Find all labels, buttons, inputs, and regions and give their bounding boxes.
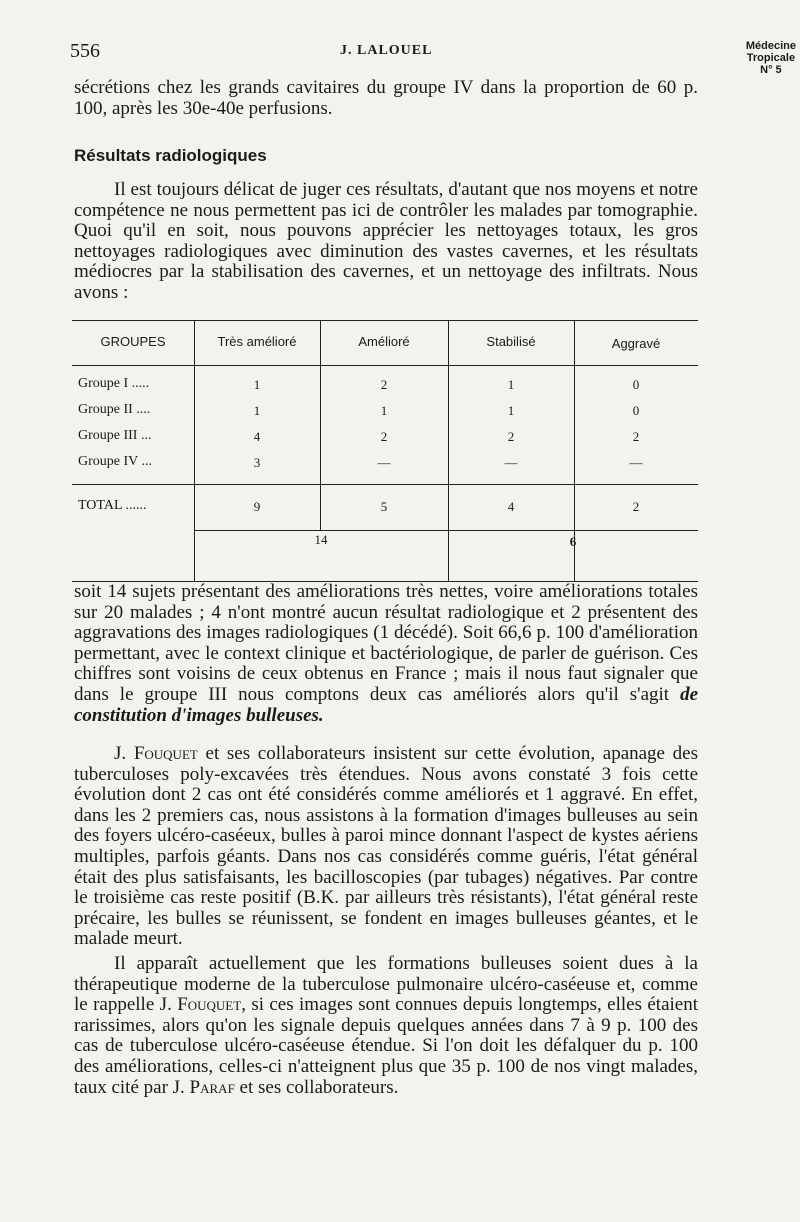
paragraph-block [74,744,698,950]
table-cell: — [504,455,518,470]
total-cell: 9 [253,499,261,514]
subtotal-improved: 14 [314,532,328,547]
table-rule [72,365,698,366]
total-cell: 2 [632,499,640,514]
table-cell: 1 [253,377,261,392]
subtotal-other: 6 [569,534,577,549]
author-name: J. Fouquet [114,743,198,764]
column-header: Amélioré [358,334,410,349]
row-label: Groupe III ... [78,428,152,443]
journal-line: Médecine [745,40,796,52]
table-cell: 2 [380,377,388,392]
journal-name [746,40,796,76]
intro-paragraph [74,78,698,119]
table-cell: — [629,455,643,470]
table-cell: 4 [253,429,261,444]
table-cell: — [377,455,391,470]
running-head: J. LALOUEL [340,43,433,58]
paragraph-text: soit 14 sujets présentant des améliorations très nettes, voire améliorations totales sur 20 malades ; 4 n'ont montré aucun résultat radiologique et 2 présentent des aggravations des images radiologiques (1 décédé). Soit 66,6 p. 100 d'amélioration permettant, avec le context clinique et bactériologique, de parler de guérison. Ces chiffres sont voisins de ceux obtenus en France ; mais il nous faut signaler que dans le groupe III nous comptons deux cas améliorés alors qu'il s'agit [74,581,698,705]
total-label: TOTAL ...... [78,498,147,513]
table-cell: 2 [380,429,388,444]
table-cell: 1 [380,403,388,418]
column-header: GROUPES [100,334,166,349]
column-header: Aggravé [611,336,661,351]
column-header: Stabilisé [486,334,536,349]
row-label: Groupe IV ... [78,454,153,469]
page-number: 556 [70,40,100,62]
journal-issue: N° 5 [760,64,782,76]
row-label: Groupe I ..... [78,376,150,391]
table-rule [72,320,698,321]
paragraph [74,954,698,1098]
paragraph-text: , si ces images sont connues depuis longtemps, elles étaient rarissimes, alors qu'on les signale depuis quelques années dans 7 à 9 p. 100 des cas de tuberculose ulcéro-caséeuse étendue. Si l'on doit les défalquer du p. 100 des améliorations, celles-ci n'atteignent plus que 35 p. 100 de nos vingt malades, taux cité par [74,994,698,1098]
paragraph-text: et ses collaborateurs insistent sur cette évolution, apanage des tuberculoses poly-excavées très étendues. Nous avons constaté 3 fois cette évolution dont 2 cas ont été considérés comme améliorés et 1 aggravé. En effet, dans les 2 premiers cas, nous assistons à la formation d'images bulleuses au sein des foyers ulcéro-caséeux, bulles à paroi mince donnant l'aspect de kystes aériens multiples, parfois géants. Dans nos cas considérés comme guéris, l'état général était des plus satisfaisants, les bacilloscopies (par tubages) négatives. Par contre le troisième cas reste positif (B.K. par ailleurs très résistants), l'état général reste précaire, les bulles se réunissent, se fondent en images bulleuses géantes, et le malade meurt. [74,743,698,950]
table-cell: 2 [632,429,640,444]
author-name: J. Fouquet [159,994,242,1016]
row-label: Groupe II .... [78,402,151,417]
section-heading: Résultats radiologiques [74,146,267,165]
paragraph: sécrétions chez les grands cavitaires du groupe IV dans la proportion de 60 p. 100, après les 30e-40e perfusions. [74,77,698,119]
table-rule [72,484,698,485]
paragraph [74,744,698,950]
paragraph [74,582,698,726]
table-cell: 0 [632,403,640,418]
paragraph-block [74,582,698,726]
italic-phrase: de constitution d'images bulleuses. [74,683,698,726]
author-name: J. Paraf [172,1076,235,1098]
paragraph-text: et ses collaborateurs. [239,1076,399,1098]
table-cell: 1 [507,377,515,392]
table-cell: 3 [253,455,261,470]
paragraph-block [74,180,698,304]
paragraph-text: Il apparaît actuellement que les formations bulleuses soient dues à la thérapeutique moderne de la tuberculose pulmonaire ulcéro-caséeuse et, comme le rappelle [74,953,698,1016]
total-cell: 5 [380,499,388,514]
column-header: Très amélioré [217,334,297,349]
journal-line: Tropicale [746,52,796,64]
table-cell: 1 [507,403,515,418]
table-cell: 1 [253,403,261,418]
results-table [72,320,698,582]
table-cell: 2 [507,429,515,444]
table-cell: 0 [632,377,640,392]
paragraph-block [74,954,698,1098]
total-cell: 4 [507,499,515,514]
table-rule [194,530,698,531]
paragraph: Il est toujours délicat de juger ces résultats, d'autant que nos moyens et notre compétence ne nous permettent pas ici de contrôler les malades par tomographie. Quoi qu'il en soit, nous pouvons apprécier les nettoyages totaux, les gros nettoyages radiologiques avec diminution des vastes cavernes, et les résultats médiocres par la stabilisation des cavernes, et un nettoyage des infiltrats. Nous avons : [74,179,698,303]
